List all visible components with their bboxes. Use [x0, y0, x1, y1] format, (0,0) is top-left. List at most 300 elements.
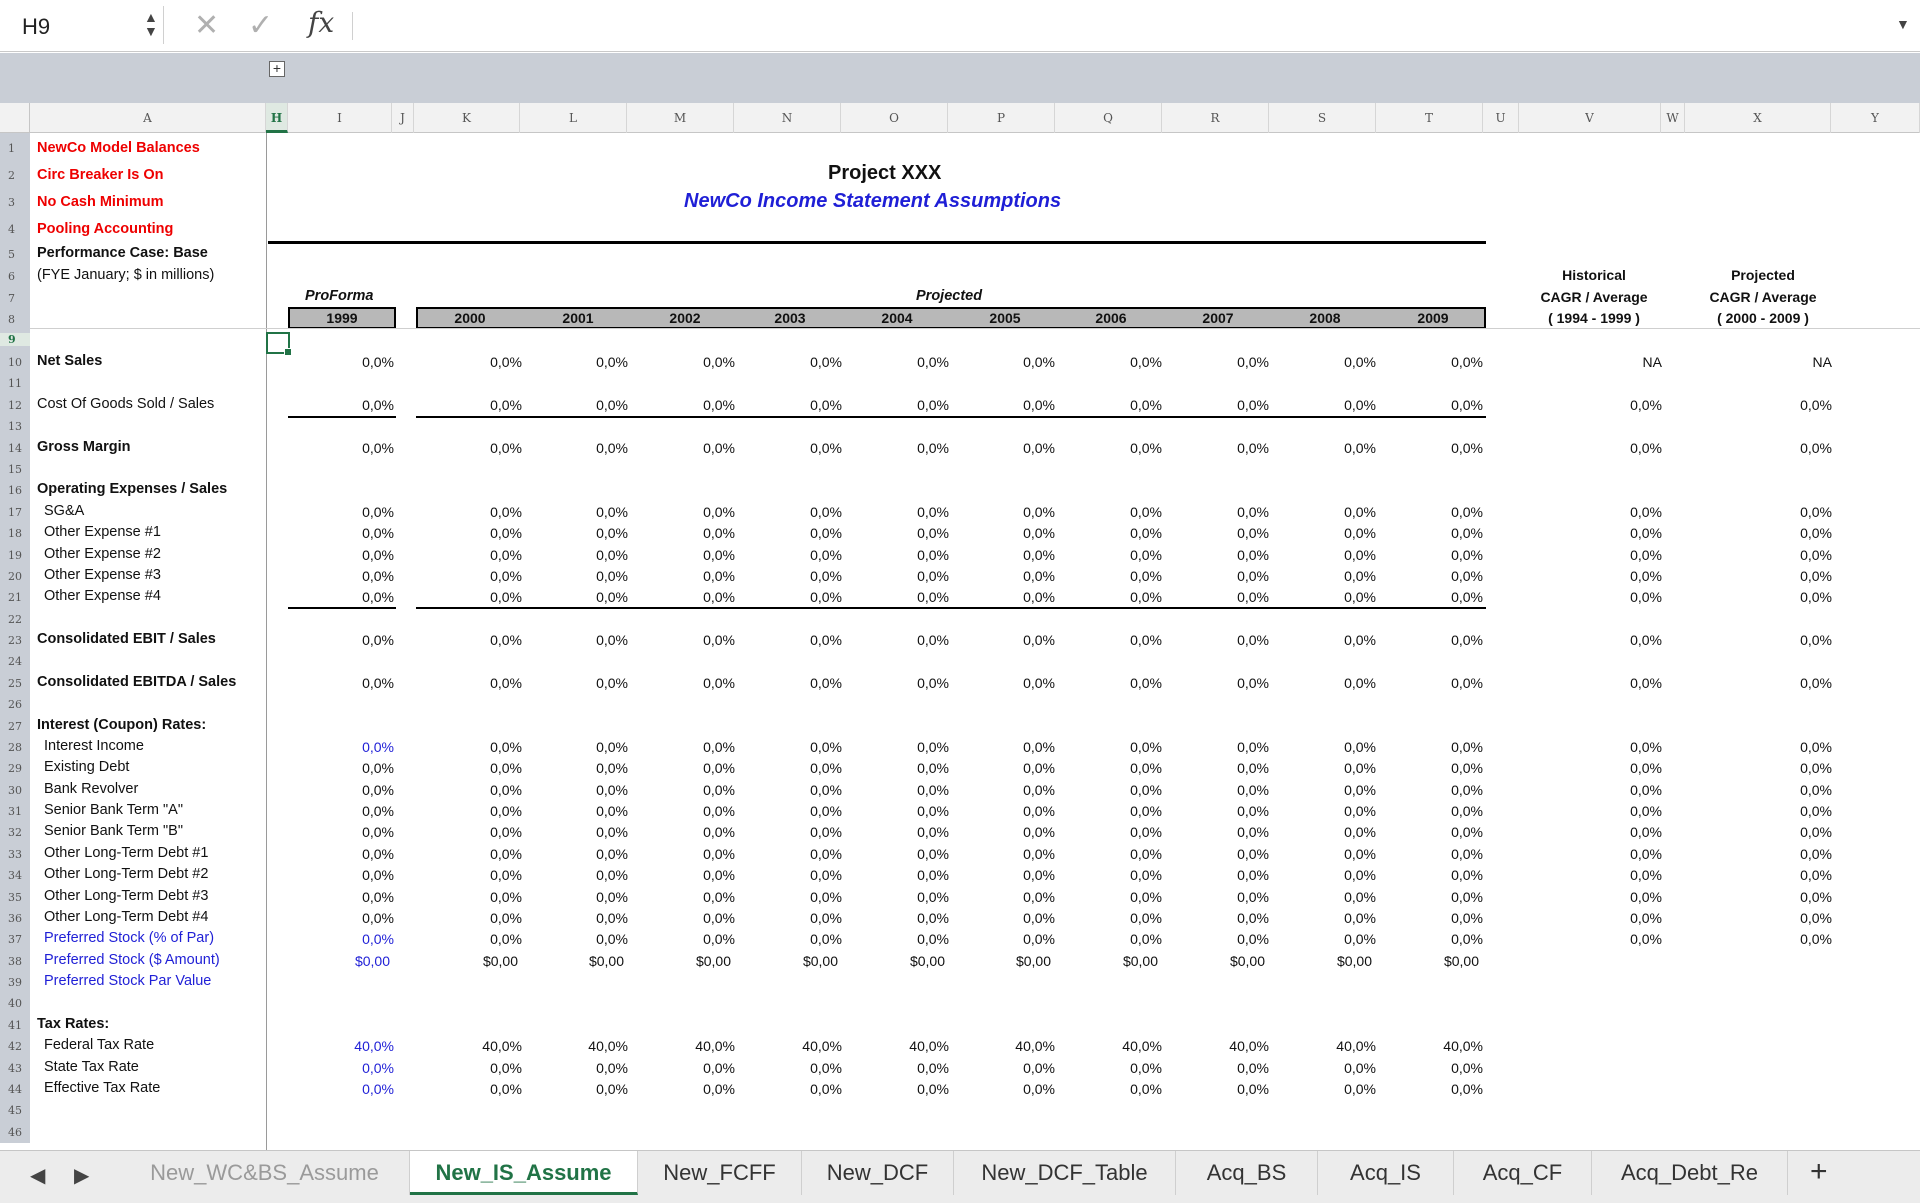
row-header[interactable]: 7 [8, 292, 15, 305]
value-cell[interactable]: 0,0% [1451, 525, 1483, 541]
value-cell[interactable]: 0,0% [917, 504, 949, 520]
value-cell[interactable]: 0,0% [703, 504, 735, 520]
value-cell[interactable]: 0,0% [1130, 675, 1162, 691]
value-cell[interactable]: 0,0% [1023, 397, 1055, 413]
hist-cagr-cell[interactable]: 0,0% [1630, 760, 1662, 776]
row-header[interactable]: 12 [8, 399, 22, 412]
label-sga[interactable]: SG&A [44, 503, 85, 519]
value-cell[interactable]: 0,0% [1023, 675, 1055, 691]
value-cell[interactable]: 0,0% [596, 568, 628, 584]
value-cell[interactable]: 0,0% [917, 867, 949, 883]
value-cell[interactable]: 0,0% [1344, 632, 1376, 648]
value-cell[interactable]: 0,0% [490, 504, 522, 520]
value-cell[interactable]: 0,0% [362, 589, 394, 605]
value-cell[interactable]: 0,0% [490, 889, 522, 905]
column-header-r[interactable]: R [1162, 103, 1269, 133]
cell-reference[interactable]: H9 [22, 14, 51, 39]
value-cell[interactable]: 0,0% [917, 803, 949, 819]
projected-header[interactable]: Projected [916, 288, 983, 304]
value-cell[interactable]: 0,0% [810, 760, 842, 776]
value-cell[interactable]: 0,0% [810, 632, 842, 648]
tax-cell[interactable]: 0,0% [810, 1060, 842, 1076]
value-cell[interactable]: 0,0% [596, 739, 628, 755]
value-cell[interactable]: 0,0% [362, 803, 394, 819]
label-ltd3[interactable]: Other Long-Term Debt #3 [44, 888, 209, 904]
value-cell[interactable]: 0,0% [596, 440, 628, 456]
tax-cell[interactable]: 0,0% [1130, 1060, 1162, 1076]
tax-cell[interactable]: 0,0% [703, 1060, 735, 1076]
value-cell[interactable]: 0,0% [1130, 547, 1162, 563]
value-cell[interactable]: 0,0% [1344, 910, 1376, 926]
row-header[interactable]: 30 [8, 784, 22, 797]
label-int-income[interactable]: Interest Income [44, 738, 144, 754]
fed-tax-cell[interactable]: 40,0% [802, 1038, 842, 1054]
value-cell[interactable]: 0,0% [703, 739, 735, 755]
column-header-u[interactable]: U [1483, 103, 1519, 133]
value-cell[interactable]: 0,0% [1237, 589, 1269, 605]
label-oe2[interactable]: Other Expense #2 [44, 546, 161, 562]
value-cell[interactable]: 0,0% [596, 867, 628, 883]
value-cell[interactable]: 0,0% [596, 889, 628, 905]
row-header[interactable]: 21 [8, 591, 22, 604]
value-cell[interactable]: 0,0% [703, 547, 735, 563]
namebox-stepper-icon[interactable]: ▲ ▼ [144, 9, 158, 39]
value-cell[interactable]: 0,0% [917, 440, 949, 456]
label-pref-amt[interactable]: Preferred Stock ($ Amount) [44, 952, 220, 968]
tax-cell[interactable]: 0,0% [1130, 1081, 1162, 1097]
value-cell[interactable]: 0,0% [596, 397, 628, 413]
year-2003[interactable]: 2003 [774, 310, 806, 326]
flag-newco-balances[interactable]: NewCo Model Balances [37, 140, 200, 156]
value-cell[interactable]: 0,0% [703, 568, 735, 584]
value-cell[interactable]: 0,0% [1237, 782, 1269, 798]
value-cell[interactable]: 0,0% [1130, 846, 1162, 862]
value-cell[interactable]: 0,0% [1344, 846, 1376, 862]
row-header[interactable]: 6 [8, 270, 15, 283]
value-cell[interactable]: 0,0% [917, 675, 949, 691]
row-header[interactable]: 36 [8, 912, 22, 925]
value-cell[interactable]: 0,0% [1023, 440, 1055, 456]
value-cell[interactable]: 0,0% [1344, 525, 1376, 541]
value-cell[interactable]: 0,0% [1130, 354, 1162, 370]
hist-cagr-cell[interactable]: 0,0% [1630, 803, 1662, 819]
pref-amount-cell[interactable]: $0,00 [588, 953, 624, 969]
row-header[interactable]: 46 [8, 1126, 22, 1139]
proforma-header[interactable]: ProForma [305, 288, 374, 304]
fed-tax-cell[interactable]: 40,0% [1229, 1038, 1269, 1054]
value-cell[interactable]: 0,0% [917, 889, 949, 905]
value-cell[interactable]: 0,0% [1237, 675, 1269, 691]
label-term-b[interactable]: Senior Bank Term "B" [44, 823, 183, 839]
value-cell[interactable]: 0,0% [917, 910, 949, 926]
hist-cagr-cell[interactable]: 0,0% [1630, 397, 1662, 413]
value-cell[interactable]: 0,0% [703, 889, 735, 905]
value-cell[interactable]: 0,0% [917, 589, 949, 605]
row-header[interactable]: 25 [8, 677, 22, 690]
tax-cell[interactable]: 0,0% [703, 1081, 735, 1097]
value-cell[interactable]: 0,0% [490, 803, 522, 819]
value-cell[interactable]: 0,0% [1344, 397, 1376, 413]
column-header-j[interactable]: J [392, 103, 414, 133]
value-cell[interactable]: 0,0% [490, 589, 522, 605]
fed-tax-cell[interactable]: 40,0% [588, 1038, 628, 1054]
flag-pooling[interactable]: Pooling Accounting [37, 221, 174, 237]
proj-cagr-cell[interactable]: 0,0% [1800, 632, 1832, 648]
value-cell[interactable]: 0,0% [1023, 846, 1055, 862]
label-term-a[interactable]: Senior Bank Term "A" [44, 802, 183, 818]
column-header-q[interactable]: Q [1055, 103, 1162, 133]
value-cell[interactable]: 0,0% [1451, 867, 1483, 883]
value-cell[interactable]: 0,0% [917, 782, 949, 798]
row-header[interactable]: 42 [8, 1040, 22, 1053]
value-cell[interactable]: 0,0% [362, 739, 394, 755]
value-cell[interactable]: 0,0% [1130, 867, 1162, 883]
row-header[interactable]: 23 [8, 634, 22, 647]
row-header[interactable]: 34 [8, 869, 22, 882]
column-header-l[interactable]: L [520, 103, 627, 133]
label-ltd4[interactable]: Other Long-Term Debt #4 [44, 909, 209, 925]
tax-cell[interactable]: 0,0% [1344, 1081, 1376, 1097]
value-cell[interactable]: 0,0% [1237, 440, 1269, 456]
row-header[interactable]: 37 [8, 933, 22, 946]
proj-cagr-cell[interactable]: 0,0% [1800, 803, 1832, 819]
value-cell[interactable]: 0,0% [596, 846, 628, 862]
row-header[interactable]: 20 [8, 570, 22, 583]
hist-cagr-cell[interactable]: 0,0% [1630, 568, 1662, 584]
value-cell[interactable]: 0,0% [703, 910, 735, 926]
proj-cagr-cell[interactable]: 0,0% [1800, 739, 1832, 755]
row-header[interactable]: 5 [8, 248, 15, 261]
hist-cagr-cell[interactable]: 0,0% [1630, 504, 1662, 520]
tax-cell[interactable]: 0,0% [917, 1060, 949, 1076]
value-cell[interactable]: 0,0% [1451, 931, 1483, 947]
value-cell[interactable]: 0,0% [596, 354, 628, 370]
value-cell[interactable]: 0,0% [703, 846, 735, 862]
label-bank-revolver[interactable]: Bank Revolver [44, 781, 139, 797]
hist-cagr-cell[interactable]: 0,0% [1630, 910, 1662, 926]
value-cell[interactable]: 0,0% [1237, 568, 1269, 584]
label-tax[interactable]: Tax Rates: [37, 1016, 110, 1032]
value-cell[interactable]: 0,0% [362, 504, 394, 520]
column-header-k[interactable]: K [414, 103, 520, 133]
row-header-active[interactable]: 9 [0, 333, 30, 346]
value-cell[interactable]: 0,0% [362, 547, 394, 563]
year-2008[interactable]: 2008 [1309, 310, 1341, 326]
value-cell[interactable]: 0,0% [1237, 397, 1269, 413]
value-cell[interactable]: 0,0% [1023, 568, 1055, 584]
value-cell[interactable]: 0,0% [703, 632, 735, 648]
value-cell[interactable]: 0,0% [1451, 760, 1483, 776]
tab-new-wc-bs-assume[interactable]: New_WC&BS_Assume [120, 1151, 410, 1195]
tax-cell[interactable]: 0,0% [596, 1081, 628, 1097]
value-cell[interactable]: 0,0% [362, 675, 394, 691]
row-header[interactable]: 24 [8, 655, 22, 668]
function-icon[interactable]: fx [308, 6, 335, 39]
value-cell[interactable]: 0,0% [1130, 889, 1162, 905]
value-cell[interactable]: 0,0% [596, 675, 628, 691]
proj-cagr-cell[interactable]: 0,0% [1800, 846, 1832, 862]
row-header[interactable]: 39 [8, 976, 22, 989]
value-cell[interactable]: 0,0% [1023, 889, 1055, 905]
value-cell[interactable]: 0,0% [362, 525, 394, 541]
tab-acq-debt-re[interactable]: Acq_Debt_Re [1592, 1151, 1788, 1195]
value-cell[interactable]: 0,0% [596, 632, 628, 648]
column-header-t[interactable]: T [1376, 103, 1483, 133]
tax-cell[interactable]: 0,0% [1344, 1060, 1376, 1076]
value-cell[interactable]: 0,0% [917, 397, 949, 413]
value-cell[interactable]: 0,0% [1237, 824, 1269, 840]
label-oe4[interactable]: Other Expense #4 [44, 588, 161, 604]
tax-cell[interactable]: 0,0% [1023, 1081, 1055, 1097]
value-cell[interactable]: 0,0% [490, 525, 522, 541]
value-cell[interactable]: 0,0% [490, 397, 522, 413]
value-cell[interactable]: 0,0% [917, 824, 949, 840]
value-cell[interactable]: 0,0% [1130, 589, 1162, 605]
value-cell[interactable]: 0,0% [1451, 824, 1483, 840]
value-cell[interactable]: 0,0% [1237, 547, 1269, 563]
value-cell[interactable]: 0,0% [362, 354, 394, 370]
value-cell[interactable]: 0,0% [490, 782, 522, 798]
row-header[interactable]: 27 [8, 720, 22, 733]
row-header[interactable]: 14 [8, 442, 22, 455]
value-cell[interactable]: 0,0% [596, 910, 628, 926]
row-header[interactable]: 3 [8, 196, 15, 209]
label-interest[interactable]: Interest (Coupon) Rates: [37, 717, 207, 733]
value-cell[interactable]: 0,0% [917, 760, 949, 776]
label-ltd2[interactable]: Other Long-Term Debt #2 [44, 866, 209, 882]
row-header[interactable]: 17 [8, 506, 22, 519]
label-pref-pct[interactable]: Preferred Stock (% of Par) [44, 930, 215, 946]
value-cell[interactable]: 0,0% [1023, 910, 1055, 926]
value-cell[interactable]: 0,0% [1344, 504, 1376, 520]
tax-cell[interactable]: 0,0% [490, 1081, 522, 1097]
value-cell[interactable]: 0,0% [1023, 547, 1055, 563]
value-cell[interactable]: 0,0% [362, 568, 394, 584]
proj-cagr-cell[interactable]: 0,0% [1800, 824, 1832, 840]
tax-cell[interactable]: 0,0% [596, 1060, 628, 1076]
value-cell[interactable]: 0,0% [1023, 782, 1055, 798]
year-2007[interactable]: 2007 [1202, 310, 1234, 326]
pref-amount-cell[interactable]: $0,00 [909, 953, 945, 969]
value-cell[interactable]: 0,0% [703, 867, 735, 883]
value-cell[interactable]: 0,0% [810, 547, 842, 563]
flag-no-cash-min[interactable]: No Cash Minimum [37, 194, 164, 210]
row-header[interactable]: 16 [8, 484, 22, 497]
hist-header-line1[interactable]: Historical [1562, 267, 1626, 283]
hist-cagr-cell[interactable]: 0,0% [1630, 675, 1662, 691]
proj-cagr-cell[interactable]: 0,0% [1800, 910, 1832, 926]
value-cell[interactable]: 0,0% [596, 504, 628, 520]
proj-cagr-cell[interactable]: 0,0% [1800, 760, 1832, 776]
tax-cell[interactable]: 0,0% [1451, 1060, 1483, 1076]
row-header[interactable]: 22 [8, 613, 22, 626]
value-cell[interactable]: 0,0% [1130, 760, 1162, 776]
proj-cagr-cell[interactable]: NA [1812, 354, 1832, 370]
value-cell[interactable]: 0,0% [362, 760, 394, 776]
value-cell[interactable]: 0,0% [1451, 547, 1483, 563]
value-cell[interactable]: 0,0% [917, 525, 949, 541]
value-cell[interactable]: 0,0% [1344, 760, 1376, 776]
value-cell[interactable]: 0,0% [810, 675, 842, 691]
value-cell[interactable]: 0,0% [917, 547, 949, 563]
value-cell[interactable]: 0,0% [703, 675, 735, 691]
value-cell[interactable]: 0,0% [596, 760, 628, 776]
value-cell[interactable]: 0,0% [596, 824, 628, 840]
value-cell[interactable]: 0,0% [1237, 739, 1269, 755]
value-cell[interactable]: 0,0% [1451, 739, 1483, 755]
value-cell[interactable]: 0,0% [362, 824, 394, 840]
hist-cagr-cell[interactable]: 0,0% [1630, 525, 1662, 541]
value-cell[interactable]: 0,0% [1344, 889, 1376, 905]
value-cell[interactable]: 0,0% [1451, 846, 1483, 862]
value-cell[interactable]: 0,0% [703, 931, 735, 947]
value-cell[interactable]: 0,0% [1237, 931, 1269, 947]
value-cell[interactable]: 0,0% [703, 824, 735, 840]
value-cell[interactable]: 0,0% [596, 931, 628, 947]
label-ebitda[interactable]: Consolidated EBITDA / Sales [37, 674, 237, 690]
value-cell[interactable]: 0,0% [917, 739, 949, 755]
value-cell[interactable]: 0,0% [917, 846, 949, 862]
row-header[interactable]: 15 [8, 463, 22, 476]
row-header[interactable]: 33 [8, 848, 22, 861]
tax-cell[interactable]: 0,0% [1237, 1060, 1269, 1076]
label-cogs[interactable]: Cost Of Goods Sold / Sales [37, 396, 215, 412]
row-header[interactable]: 13 [8, 420, 22, 433]
tax-cell[interactable]: 0,0% [362, 1060, 394, 1076]
value-cell[interactable]: 0,0% [1344, 782, 1376, 798]
expand-formula-icon[interactable]: ▼ [1896, 16, 1910, 32]
year-2001[interactable]: 2001 [562, 310, 594, 326]
value-cell[interactable]: 0,0% [810, 739, 842, 755]
pref-amount-cell[interactable]: $0,00 [1336, 953, 1372, 969]
year-2006[interactable]: 2006 [1095, 310, 1127, 326]
page-title[interactable]: Project XXX [828, 162, 942, 184]
row-header[interactable]: 2 [8, 169, 15, 182]
hist-cagr-cell[interactable]: 0,0% [1630, 867, 1662, 883]
value-cell[interactable]: 0,0% [1344, 547, 1376, 563]
value-cell[interactable]: 0,0% [1451, 504, 1483, 520]
tab-new-is-assume[interactable]: New_IS_Assume [410, 1151, 638, 1195]
case-label[interactable]: Performance Case: Base [37, 245, 208, 261]
tab-acq-cf[interactable]: Acq_CF [1454, 1151, 1592, 1195]
row-header[interactable]: 41 [8, 1019, 22, 1032]
pref-amount-cell[interactable]: $0,00 [1443, 953, 1479, 969]
column-header-n[interactable]: N [734, 103, 841, 133]
proj-cagr-cell[interactable]: 0,0% [1800, 568, 1832, 584]
value-cell[interactable]: 0,0% [1237, 889, 1269, 905]
proj-header-line1[interactable]: Projected [1731, 267, 1795, 283]
proj-cagr-cell[interactable]: 0,0% [1800, 504, 1832, 520]
value-cell[interactable]: 0,0% [362, 440, 394, 456]
value-cell[interactable]: 0,0% [1237, 354, 1269, 370]
value-cell[interactable]: 0,0% [1451, 589, 1483, 605]
row-header[interactable]: 8 [8, 313, 15, 326]
value-cell[interactable]: 0,0% [1023, 632, 1055, 648]
value-cell[interactable]: 0,0% [1023, 504, 1055, 520]
value-cell[interactable]: 0,0% [1237, 910, 1269, 926]
value-cell[interactable]: 0,0% [1023, 931, 1055, 947]
tax-cell[interactable]: 0,0% [810, 1081, 842, 1097]
value-cell[interactable]: 0,0% [362, 889, 394, 905]
value-cell[interactable]: 0,0% [596, 589, 628, 605]
hist-cagr-cell[interactable]: 0,0% [1630, 547, 1662, 563]
fed-tax-cell[interactable]: 40,0% [482, 1038, 522, 1054]
value-cell[interactable]: 0,0% [1023, 525, 1055, 541]
value-cell[interactable]: 0,0% [490, 846, 522, 862]
proj-cagr-cell[interactable]: 0,0% [1800, 675, 1832, 691]
value-cell[interactable]: 0,0% [810, 589, 842, 605]
fed-tax-cell[interactable]: 40,0% [1015, 1038, 1055, 1054]
column-header-i[interactable]: I [288, 103, 392, 133]
column-header-x[interactable]: X [1685, 103, 1831, 133]
value-cell[interactable]: 0,0% [1344, 568, 1376, 584]
pref-amount-cell[interactable]: $0,00 [482, 953, 518, 969]
value-cell[interactable]: 0,0% [703, 782, 735, 798]
proj-cagr-cell[interactable]: 0,0% [1800, 931, 1832, 947]
value-cell[interactable]: 0,0% [810, 803, 842, 819]
value-cell[interactable]: 0,0% [362, 846, 394, 862]
tax-cell[interactable]: 0,0% [1023, 1060, 1055, 1076]
value-cell[interactable]: 0,0% [1344, 803, 1376, 819]
value-cell[interactable]: 0,0% [703, 589, 735, 605]
proj-cagr-cell[interactable]: 0,0% [1800, 547, 1832, 563]
column-header-y[interactable]: Y [1831, 103, 1920, 133]
label-fed-tax[interactable]: Federal Tax Rate [44, 1037, 155, 1053]
value-cell[interactable]: 0,0% [917, 632, 949, 648]
name-box[interactable] [4, 6, 164, 44]
value-cell[interactable]: 0,0% [810, 931, 842, 947]
pref-amount-cell[interactable]: $0,00 [1229, 953, 1265, 969]
value-cell[interactable]: 0,0% [1130, 440, 1162, 456]
row-header[interactable]: 32 [8, 826, 22, 839]
value-cell[interactable]: 0,0% [810, 867, 842, 883]
pref-amount-cell[interactable]: $0,00 [1122, 953, 1158, 969]
label-existing-debt[interactable]: Existing Debt [44, 759, 130, 775]
value-cell[interactable]: 0,0% [1130, 910, 1162, 926]
value-cell[interactable]: 0,0% [362, 782, 394, 798]
value-cell[interactable]: 0,0% [362, 397, 394, 413]
value-cell[interactable]: 0,0% [810, 846, 842, 862]
value-cell[interactable]: 0,0% [1130, 568, 1162, 584]
value-cell[interactable]: 0,0% [810, 504, 842, 520]
value-cell[interactable]: 0,0% [1130, 504, 1162, 520]
value-cell[interactable]: 0,0% [810, 910, 842, 926]
value-cell[interactable]: 0,0% [490, 824, 522, 840]
hist-cagr-cell[interactable]: 0,0% [1630, 589, 1662, 605]
value-cell[interactable]: 0,0% [1237, 525, 1269, 541]
value-cell[interactable]: 0,0% [1451, 632, 1483, 648]
value-cell[interactable]: 0,0% [703, 525, 735, 541]
value-cell[interactable]: 0,0% [1130, 397, 1162, 413]
value-cell[interactable]: 0,0% [1451, 889, 1483, 905]
value-cell[interactable]: 0,0% [810, 889, 842, 905]
label-state-tax[interactable]: State Tax Rate [44, 1059, 139, 1075]
page-subtitle[interactable]: NewCo Income Statement Assumptions [684, 190, 1062, 212]
pref-amount-cell[interactable]: $0,00 [802, 953, 838, 969]
row-header[interactable]: 26 [8, 698, 22, 711]
row-header[interactable]: 38 [8, 955, 22, 968]
tab-new-dcf-table[interactable]: New_DCF_Table [954, 1151, 1176, 1195]
value-cell[interactable]: 0,0% [1237, 803, 1269, 819]
value-cell[interactable]: 0,0% [1237, 504, 1269, 520]
pref-amount-cell[interactable]: $0,00 [354, 953, 390, 969]
proj-cagr-cell[interactable]: 0,0% [1800, 397, 1832, 413]
value-cell[interactable]: 0,0% [810, 525, 842, 541]
enter-icon[interactable]: ✓ [248, 9, 274, 42]
hist-cagr-cell[interactable]: 0,0% [1630, 846, 1662, 862]
hist-cagr-cell[interactable]: 0,0% [1630, 931, 1662, 947]
value-cell[interactable]: 0,0% [1130, 931, 1162, 947]
